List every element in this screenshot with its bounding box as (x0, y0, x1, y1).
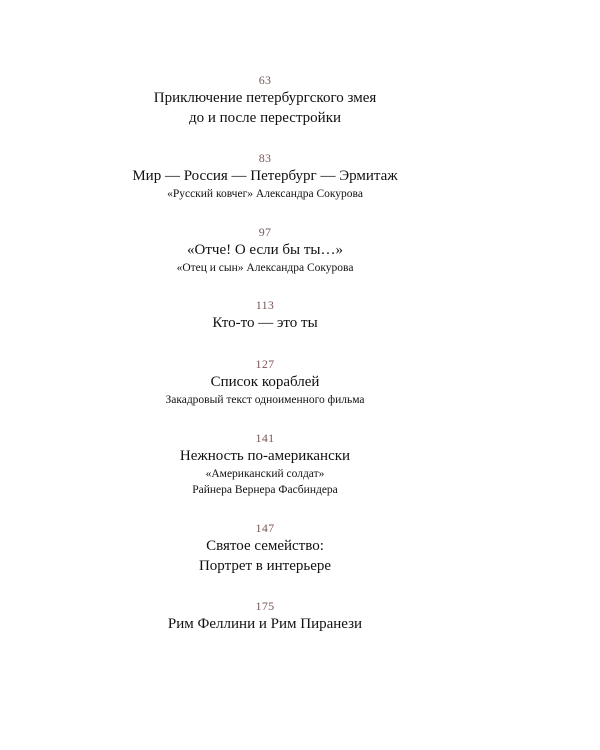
toc-entry[interactable] (0, 150, 530, 202)
toc-entry[interactable] (0, 430, 530, 498)
page-number: 141 (255, 431, 275, 445)
entry-title-line: Приключение петербургского змея (153, 90, 377, 106)
entry-title-line: Портрет в интерьере (198, 558, 332, 574)
page-number: 175 (255, 599, 275, 613)
page-number: 83 (258, 151, 272, 165)
entry-title-line: «Отче! О если бы ты…» (187, 242, 343, 258)
toc-entry[interactable] (0, 72, 530, 128)
page-number: 127 (255, 357, 275, 371)
toc-entry[interactable] (0, 520, 530, 576)
toc-entry[interactable] (0, 297, 530, 333)
entry-title-line: до и после перестройки (188, 110, 342, 126)
entry-subtitle-line: «Русский ковчег» Александра Сокурова (167, 188, 363, 200)
toc-entry[interactable] (0, 356, 530, 408)
entry-subtitle-line: Райнера Вернера Фасбиндера (192, 484, 338, 496)
page-number: 113 (255, 298, 275, 312)
entry-subtitle-line: «Американский солдат» (205, 468, 325, 480)
entry-title-line: Список кораблей (210, 374, 320, 390)
entry-subtitle-line: Закадровый текст одноименного фильма (165, 394, 365, 406)
toc-entry[interactable] (0, 224, 530, 276)
toc-entry[interactable] (0, 598, 530, 634)
entry-title-line: Святое семейство: (206, 538, 324, 554)
entry-title-line: Мир — Россия — Петербург — Эрмитаж (132, 168, 398, 184)
page-number: 147 (255, 521, 275, 535)
page-number: 97 (258, 225, 272, 239)
entry-title-line: Кто-то — это ты (212, 315, 318, 331)
table-of-contents (0, 72, 530, 654)
entry-title-line: Рим Феллини и Рим Пиранези (167, 616, 363, 632)
entry-title-line: Нежность по-американски (179, 448, 351, 464)
entry-subtitle-line: «Отец и сын» Александра Сокурова (176, 262, 354, 274)
page-number: 63 (258, 73, 272, 87)
